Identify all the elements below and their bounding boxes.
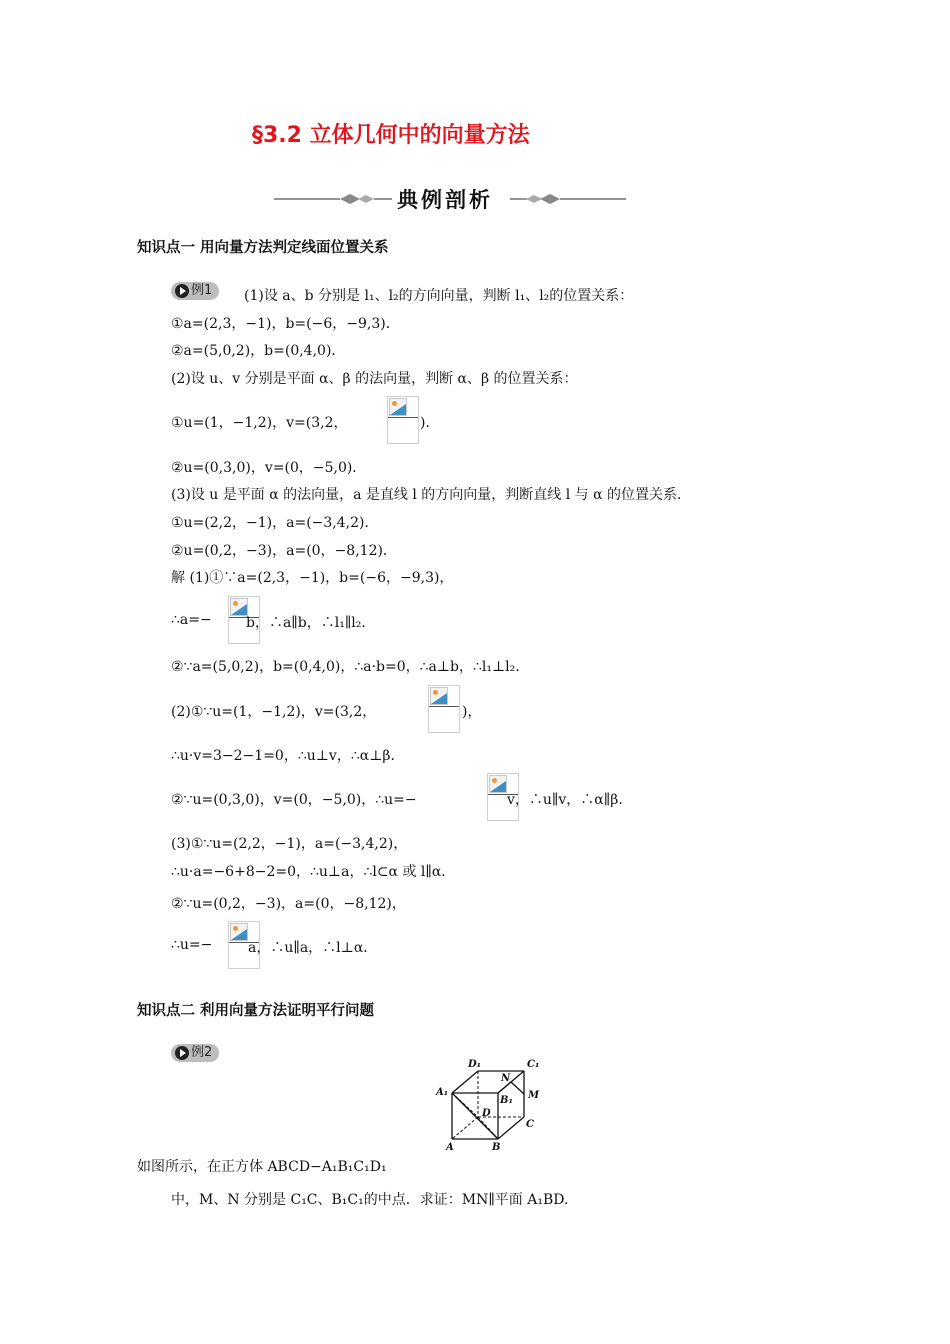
label-D1: D₁ bbox=[468, 1059, 482, 1070]
label-C1: C₁ bbox=[527, 1059, 540, 1070]
solution-line: ∴u·v=3−2−1=0，∴u⊥v，∴α⊥β. bbox=[171, 748, 395, 764]
example1-line: ①u=(2,2，−1)，a=(−3,4,2)． bbox=[171, 515, 379, 531]
label-A1: A₁ bbox=[436, 1087, 449, 1098]
label-N: N bbox=[501, 1073, 511, 1084]
example1-line: ②u=(0,3,0)，v=(0，−5,0)． bbox=[171, 460, 367, 476]
example1-line: )． bbox=[420, 415, 440, 431]
solution-line: )， bbox=[462, 704, 482, 720]
solution-line: ∴u·a=−6+8−2=0，∴u⊥a，∴l⊂α 或 l∥α． bbox=[171, 864, 456, 880]
label-A: A bbox=[446, 1142, 454, 1153]
page-title: §3.2 立体几何中的向量方法 bbox=[252, 123, 530, 148]
solution-line: ∴u=− bbox=[171, 937, 213, 953]
banner-title: 典例剖析 bbox=[397, 188, 493, 212]
play-icon bbox=[175, 284, 189, 298]
label-B: B bbox=[492, 1142, 501, 1153]
example2-text: 中，M、N 分别是 C₁C、B₁C₁的中点．求证：MN∥平面 A₁BD. bbox=[171, 1192, 569, 1208]
formula-image-placeholder bbox=[387, 396, 419, 444]
solution-line: a，∴u∥a，∴l⊥α． bbox=[248, 940, 378, 956]
example1-line: (1)设 a、b 分别是 l₁、l₂的方向向量，判断 l₁、l₂的位置关系： bbox=[244, 288, 634, 304]
example-badge-label: 例2 bbox=[191, 1045, 213, 1060]
solution-line: 解 (1)①∵a=(2,3，−1)，b=(−6，−9,3)， bbox=[171, 570, 454, 586]
label-M: M bbox=[528, 1090, 540, 1101]
broken-image-icon bbox=[230, 923, 248, 941]
broken-image-icon bbox=[389, 398, 407, 416]
example2-text: 如图所示，在正方体 ABCD−A₁B₁C₁D₁ bbox=[137, 1159, 387, 1175]
section-heading-2: 知识点二 利用向量方法证明平行问题 bbox=[137, 1003, 375, 1019]
solution-line: ∴a=− bbox=[171, 612, 212, 628]
play-icon bbox=[175, 1046, 189, 1060]
solution-line: (2)①∵u=(1，−1,2)，v=(3,2， bbox=[171, 704, 377, 720]
example-badge-2 bbox=[171, 1044, 219, 1062]
label-C: C bbox=[526, 1119, 534, 1130]
solution-line: (3)①∵u=(2,2，−1)，a=(−3,4,2)， bbox=[171, 836, 408, 852]
label-B1: B₁ bbox=[500, 1095, 513, 1106]
label-D: D bbox=[482, 1108, 491, 1119]
solution-line: ②∵u=(0,2，−3)，a=(0，−8,12)， bbox=[171, 896, 406, 912]
broken-image-icon bbox=[489, 775, 507, 793]
example1-line: (2)设 u、v 分别是平面 α、β 的法向量，判断 α、β 的位置关系： bbox=[171, 371, 578, 387]
solution-line: ②∵u=(0,3,0)，v=(0，−5,0)，∴u=− bbox=[171, 792, 417, 808]
example1-line: ①a=(2,3，−1)，b=(−6，−9,3)． bbox=[171, 316, 400, 332]
broken-image-icon bbox=[430, 687, 448, 705]
solution-line: ②∵a=(5,0,2)，b=(0,4,0)，∴a·b=0，∴a⊥b，∴l₁⊥l₂. bbox=[171, 659, 520, 675]
example1-line: (3)设 u 是平面 α 的法向量，a 是直线 l 的方向向量，判断直线 l 与 α 的位置关系． bbox=[171, 487, 692, 503]
example1-line: ②u=(0,2，−3)，a=(0，−8,12)． bbox=[171, 543, 397, 559]
example1-line: ②a=(5,0,2)，b=(0,4,0)． bbox=[171, 343, 346, 359]
example1-line: ①u=(1，−1,2)，v=(3,2， bbox=[171, 415, 348, 431]
cube-figure bbox=[432, 1055, 550, 1153]
example-badge-1 bbox=[171, 282, 219, 300]
formula-image-placeholder bbox=[428, 685, 460, 733]
solution-line: v，∴u∥v，∴α∥β. bbox=[507, 792, 623, 808]
section-heading-1: 知识点一 用向量方法判定线面位置关系 bbox=[137, 240, 389, 256]
solution-line: b，∴a∥b，∴l₁∥l₂. bbox=[246, 615, 366, 631]
example-badge-label: 例1 bbox=[191, 283, 213, 298]
